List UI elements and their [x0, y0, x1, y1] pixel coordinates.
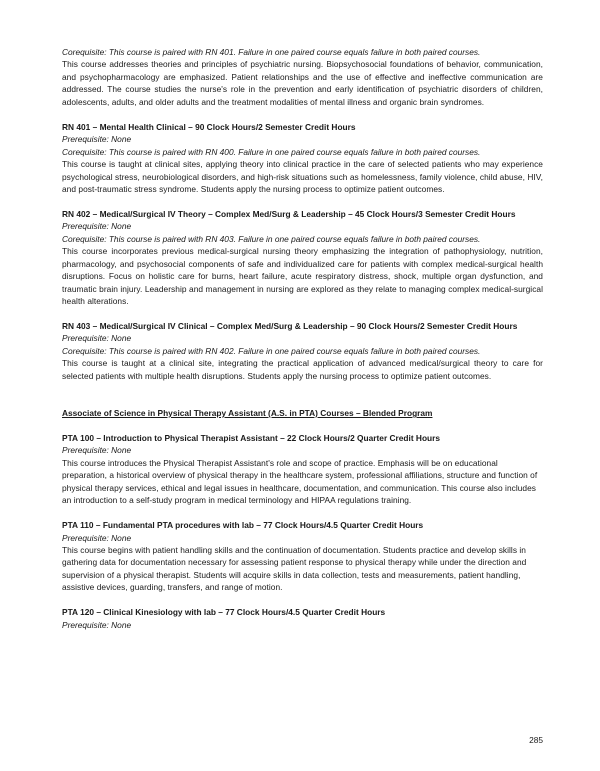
page-number: 285 — [529, 735, 543, 745]
spacer — [62, 594, 543, 606]
course-entry-rn-401 — [62, 121, 543, 196]
course-description: This course introduces the Physical Therapist Assistant's role and scope of practice. Emphasis will be on educational preparation, a historical overview of physical therapy in the healthcare system, professional affiliations, structure and function of physical therapy services, ethical and legal issues in healthcare, documentation, and communication. This course also includes an introduction to a self-study program in medical terminology and HIPAA regulations training. — [62, 457, 538, 506]
prerequisite-line: Prerequisite: None — [62, 333, 132, 344]
program-section-heading: Associate of Science in Physical Therapy Assistant (A.S. in PTA) Courses – Blended Program — [62, 408, 433, 419]
corequisite-line: Corequisite: This course is paired with RN 400. Failure in one paired course equals failure in both paired courses. — [62, 146, 481, 157]
course-title: PTA 110 – Fundamental PTA procedures with lab – 77 Clock Hours/4.5 Quarter Credit Hours — [62, 520, 424, 531]
course-description: This course begins with patient handling skills and the continuation of documentation. Students practice and develop skills in gathering data for documentation necessary for assessing patient response to physical therapy while under the direction and supervision of a physical therapist. Students will acquire skills in data collection, tests and measurements, patient handling, assistive devices, guarding, transfers, and range of motion. — [62, 545, 527, 593]
continued-course-description — [62, 46, 543, 108]
course-entry-rn-402 — [62, 208, 543, 308]
course-title: RN 401 – Mental Health Clinical – 90 Clock Hours/2 Semester Credit Hours — [62, 121, 356, 132]
spacer — [62, 382, 543, 394]
prerequisite-line: Prerequisite: None — [62, 619, 132, 630]
prerequisite-line: Prerequisite: None — [62, 532, 132, 543]
course-description: This course addresses theories and principles of psychiatric nursing. Biopsychosocial foundations of behavior, communication, and psychopharmacology are emphasized. Patient relationships and the use of effective and ineffective communication are addressed. The course studies the nurse's role in the prevention and early identification of psychiatric disorders of children, adolescents, adults, and older adults and the treatment modalities of mental illness and organic brain syndromes. — [62, 59, 543, 107]
spacer — [62, 108, 543, 120]
course-entry-pta-110 — [62, 519, 543, 594]
course-title: RN 403 – Medical/Surgical IV Clinical – Complex Med/Surg & Leadership – 90 Clock Hours/2 Semester Credit Hours — [62, 320, 518, 331]
spacer — [62, 195, 543, 207]
prerequisite-line: Prerequisite: None — [62, 221, 132, 232]
course-description: This course incorporates previous medical-surgical nursing theory emphasizing the integration of pathophysiology, nutrition, pharmacology, and psychosocial components of safe and individualized care for patients with complex medical-surgical health disruptions. Focus on holistic care for burns, heart failure, acute respiratory distress, shock, multiple organ dysfunction, and traumatic brain injury. Leadership and management in nursing are explored as they relate to managing complex medical-surgical health alterations. — [62, 246, 543, 307]
course-title: RN 402 – Medical/Surgical IV Theory – Complex Med/Surg & Leadership – 45 Clock Hours/3 Semester Credit Hours — [62, 208, 516, 219]
corequisite-line: Corequisite: This course is paired with RN 401. Failure in one paired course equals failure in both paired courses. — [62, 47, 481, 57]
spacer — [62, 420, 543, 432]
course-description: This course is taught at a clinical site, integrating the practical application of advanced medical/surgical theory to care for selected patients with multiple health disruptions. Students apply the nursing process to optimize patient outcomes. — [62, 358, 543, 381]
course-description: This course is taught at clinical sites, applying theory into clinical practice in the care of selected patients who may experience psychological stress, neurobiological disorders, and high-risk situations such as homelessness, family violence, child abuse, HIV, and post-traumatic stress syndrome. Students apply the nursing process to optimize patient outcomes. — [62, 159, 543, 194]
page-content — [62, 46, 543, 631]
spacer — [62, 307, 543, 319]
course-entry-rn-403 — [62, 320, 543, 382]
spacer — [62, 507, 543, 519]
course-title: PTA 120 – Clinical Kinesiology with lab – 77 Clock Hours/4.5 Quarter Credit Hours — [62, 607, 386, 618]
corequisite-line: Corequisite: This course is paired with RN 402. Failure in one paired course equals failure in both paired courses. — [62, 345, 481, 356]
course-entry-pta-120 — [62, 606, 543, 631]
prerequisite-line: Prerequisite: None — [62, 134, 132, 145]
corequisite-line: Corequisite: This course is paired with RN 403. Failure in one paired course equals failure in both paired courses. — [62, 233, 481, 244]
prerequisite-line: Prerequisite: None — [62, 445, 132, 456]
course-entry-pta-100 — [62, 432, 543, 507]
course-title: PTA 100 – Introduction to Physical Therapist Assistant – 22 Clock Hours/2 Quarter Credit Hours — [62, 432, 441, 443]
spacer — [62, 395, 543, 407]
